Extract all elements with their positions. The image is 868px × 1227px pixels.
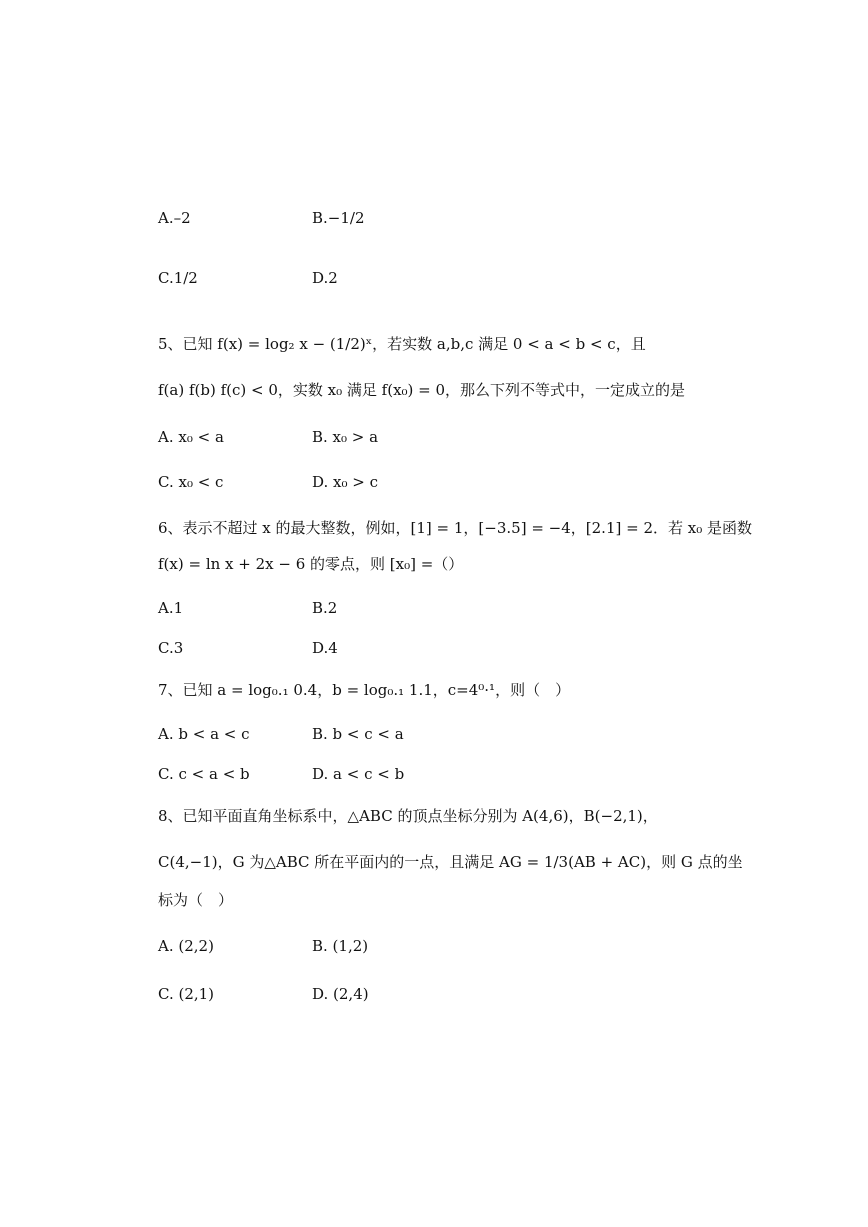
q5-stem-line2: f(a) f(b) f(c) < 0，实数 x₀ 满足 f(x₀) = 0，那么下列不等式中，一定成立的是 <box>158 381 686 399</box>
q4-option-c: C.1/2 <box>158 269 198 287</box>
q5-option-d: D. x₀ > c <box>312 473 379 491</box>
q4-option-a: A.–2 <box>158 209 191 227</box>
q7-option-c: C. c < a < b <box>158 765 250 783</box>
q5-option-b: B. x₀ > a <box>312 428 379 446</box>
q8-option-b: B. (1,2) <box>312 937 369 955</box>
q8-option-d: D. (2,4) <box>312 985 369 1003</box>
q6-option-d: D.4 <box>312 639 338 657</box>
q8-stem-line1: 8、已知平面直角坐标系中，△ABC 的顶点坐标分别为 A(4,6)，B(−2,1)， <box>158 807 658 825</box>
q4-option-b: B.−1/2 <box>312 209 365 227</box>
q6-option-b: B.2 <box>312 599 338 617</box>
q7-option-a: A. b < a < c <box>158 725 250 743</box>
q5-option-a: A. x₀ < a <box>158 428 224 446</box>
q8-option-a: A. (2,2) <box>158 937 214 955</box>
q4-option-d: D.2 <box>312 269 338 287</box>
q6-stem-line1: 6、表示不超过 x 的最大整数，例如，[1] = 1，[−3.5] = −4，[2.1] = 2．若 x₀ 是函数 <box>158 519 752 537</box>
q5-option-c: C. x₀ < c <box>158 473 224 491</box>
q7-stem: 7、已知 a = log₀.₁ 0.4，b = log₀.₁ 1.1，c=4⁰·¹，则（ ） <box>158 681 571 699</box>
q7-option-d: D. a < c < b <box>312 765 405 783</box>
q6-stem-line2: f(x) = ln x + 2x − 6 的零点，则 [x₀] =（） <box>158 555 464 573</box>
q5-stem-line1: 5、已知 f(x) = log₂ x − (1/2)ˣ，若实数 a,b,c 满足 0 < a < b < c，且 <box>158 335 646 353</box>
q8-option-c: C. (2,1) <box>158 985 215 1003</box>
q7-option-b: B. b < c < a <box>312 725 404 743</box>
q6-option-c: C.3 <box>158 639 184 657</box>
q8-stem-line2: C(4,−1)，G 为△ABC 所在平面内的一点，且满足 AG = 1/3(AB + AC)，则 G 点的坐 <box>158 853 743 871</box>
q8-stem-line3: 标为（ ） <box>158 891 234 909</box>
q6-option-a: A.1 <box>158 599 184 617</box>
